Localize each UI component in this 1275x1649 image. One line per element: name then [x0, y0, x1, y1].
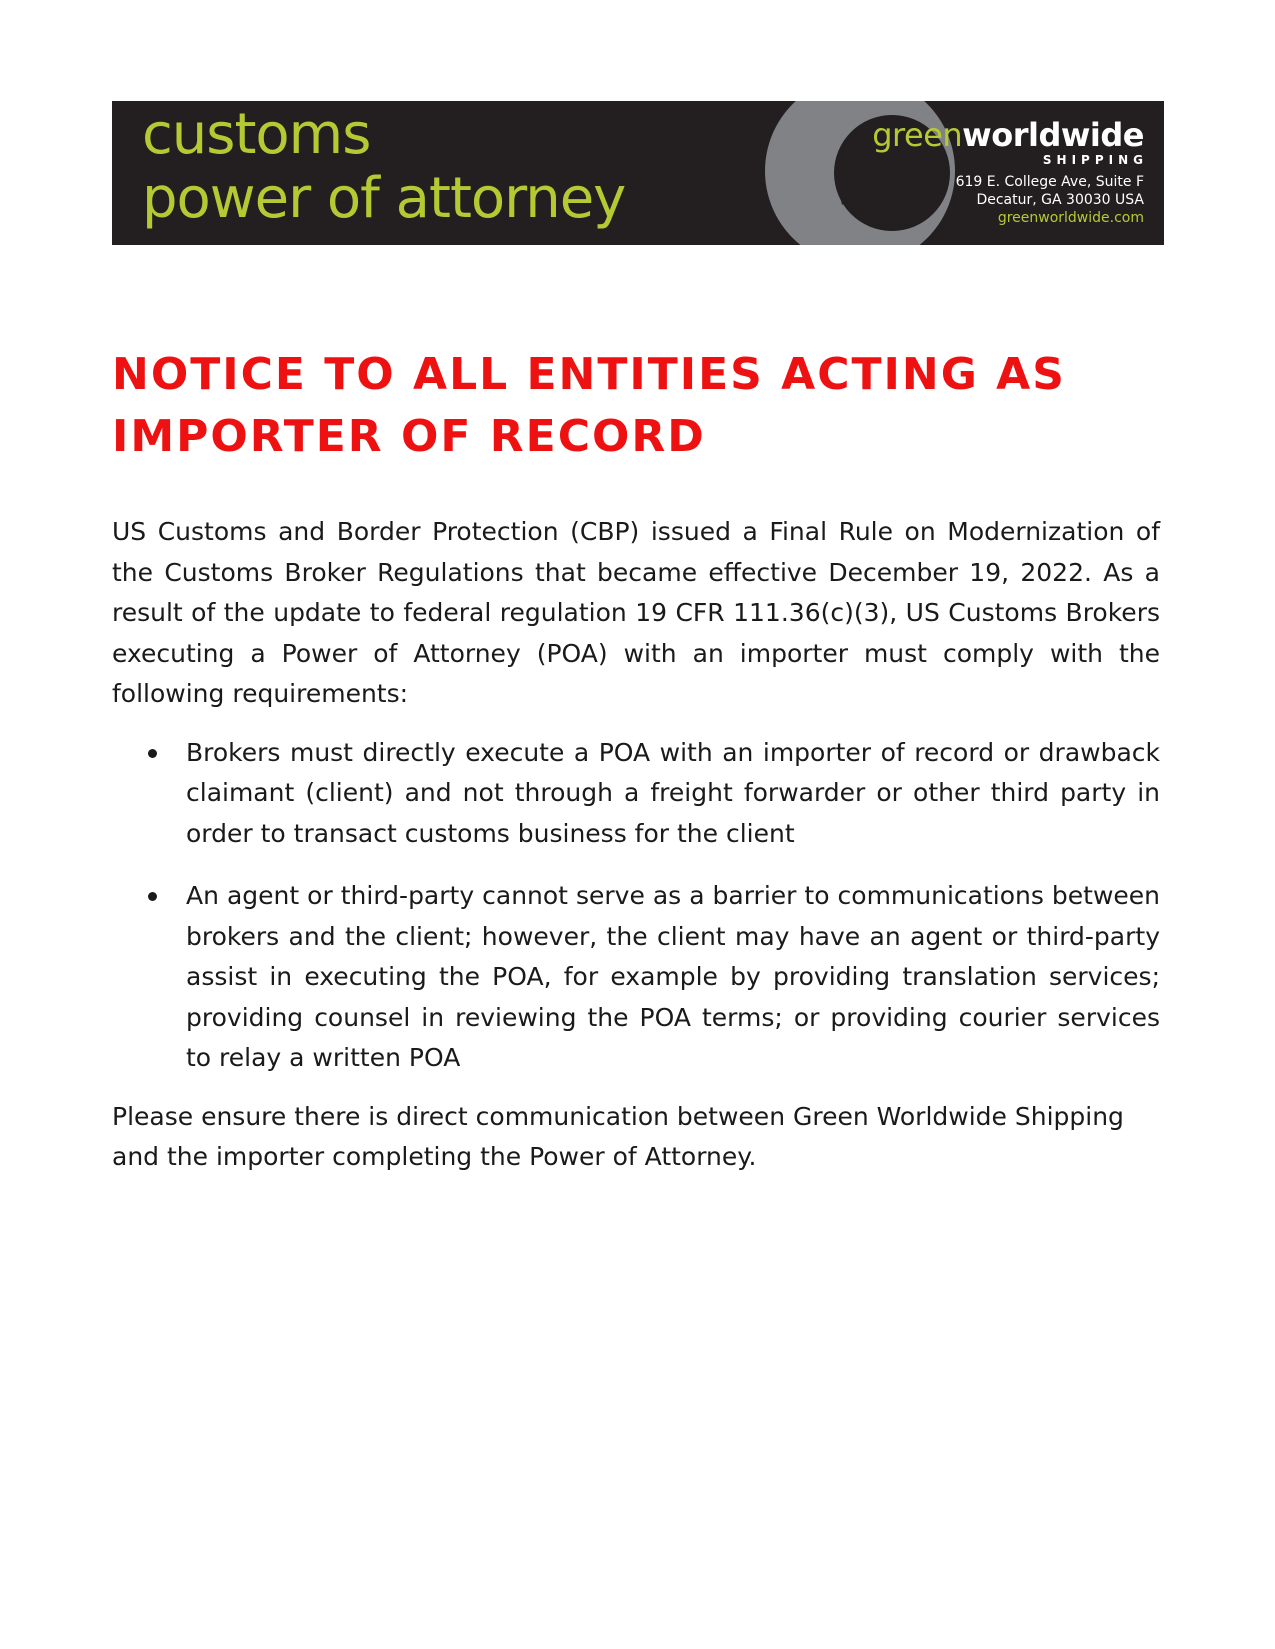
- website-link[interactable]: greenworldwide.com: [997, 210, 1144, 226]
- notice-heading: NOTICE TO ALL ENTITIES ACTING AS IMPORTER OF RECORD: [112, 349, 1066, 462]
- address-line-2: Decatur, GA 30030 USA: [976, 192, 1144, 208]
- address-line-1: 619 E. College Ave, Suite F: [955, 174, 1144, 190]
- brand-name: [872, 117, 1144, 153]
- brand-block: [872, 116, 1148, 227]
- header-banner: [112, 101, 1164, 245]
- notice-body: [112, 512, 1160, 1178]
- banner-title: [142, 103, 625, 231]
- intro-paragraph: US Customs and Border Protection (CBP) issued a Final Rule on Modernization of the Customs Broker Regulations that became effective December 19, 2022. As a result of the update to federal regulation 19 CFR 111.36(c)(3), US Customs Brokers executing a Power of Attorney (POA) with an importer must comply with the following requirements:: [112, 517, 1160, 708]
- banner-title-line-2: power of attorney: [142, 166, 626, 231]
- brand-name-green: green: [872, 116, 963, 154]
- brand-subtitle: SHIPPING: [1042, 153, 1148, 167]
- requirements-list: [112, 733, 1160, 1079]
- requirement-item-2: An agent or third-party cannot serve as a barrier to communications between brokers and the client; however, the client may have an agent or third-party assist in executing the POA, for example by providing translation services; providing counsel in reviewing the POA terms; or providing courier services to relay a written POA: [186, 876, 1160, 1079]
- brand-name-white: worldwide: [962, 116, 1144, 154]
- closing-paragraph: Please ensure there is direct communication between Green Worldwide Shipping and the importer completing the Power of Attorney.: [112, 1101, 1124, 1171]
- requirement-item-1: Brokers must directly execute a POA with an importer of record or drawback claimant (client) and not through a freight forwarder or other third party in order to transact customs business for the client: [186, 733, 1160, 855]
- banner-title-line-1: customs: [142, 102, 371, 167]
